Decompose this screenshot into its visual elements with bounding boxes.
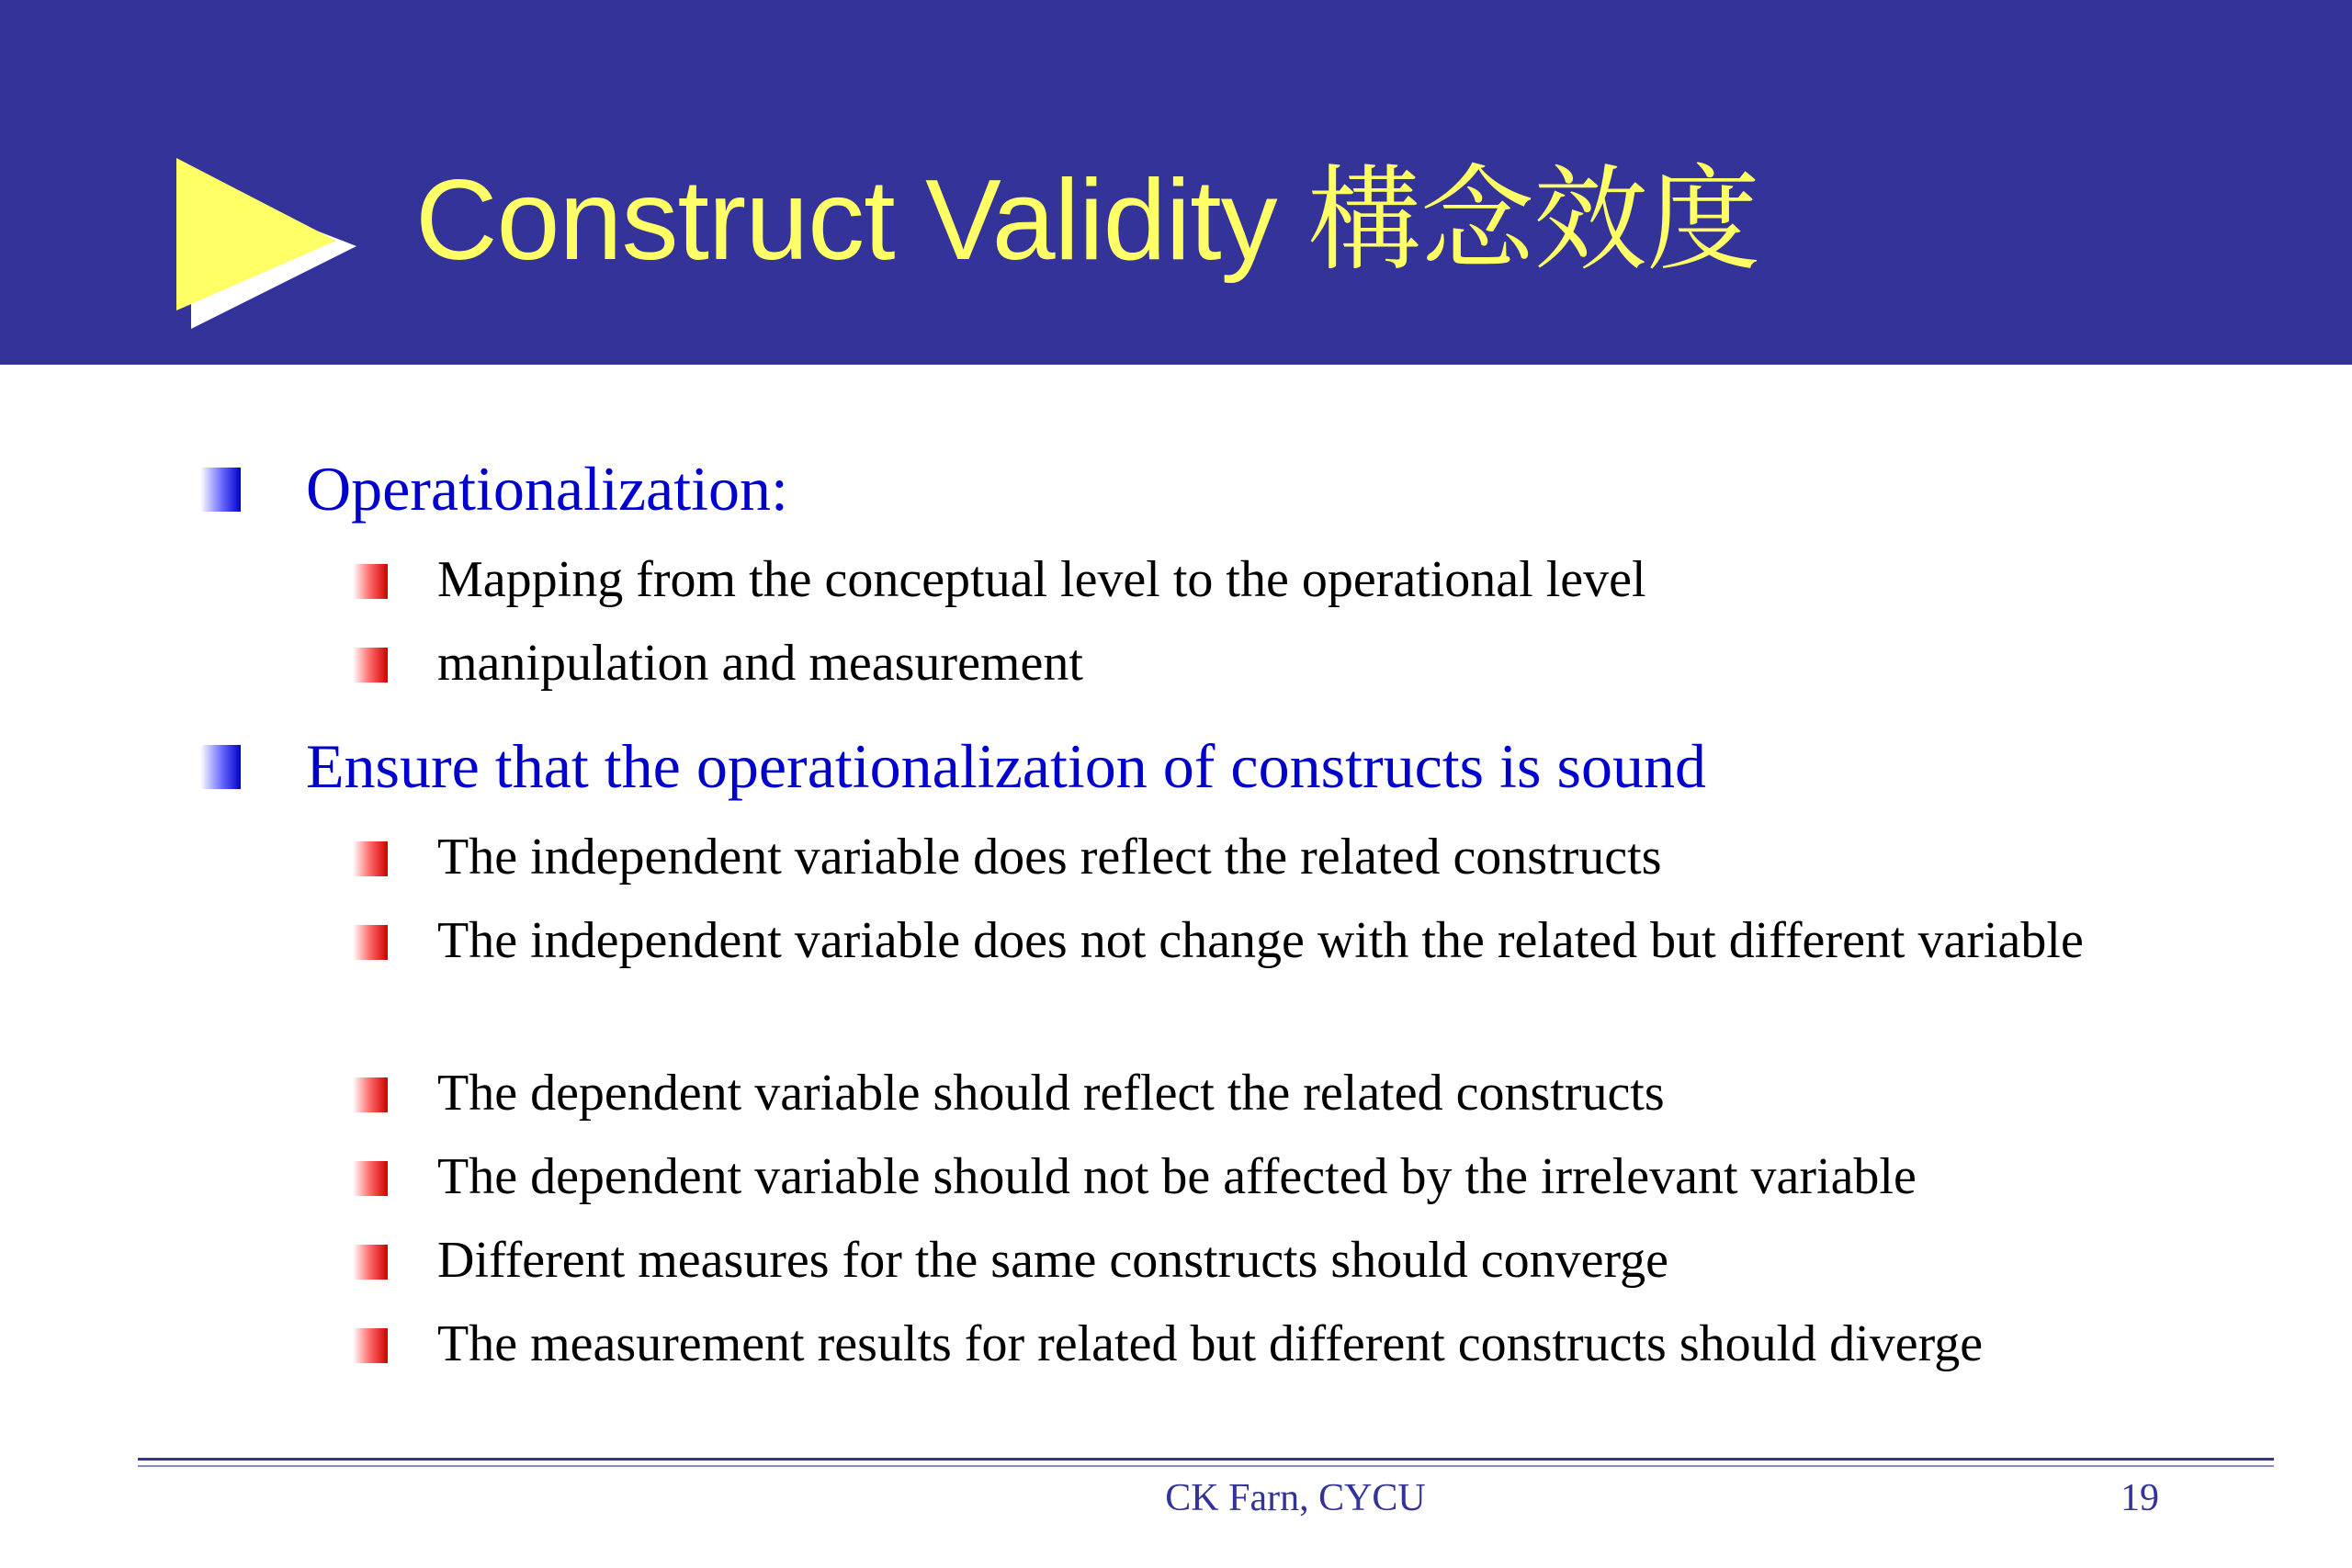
- level2-bullet-icon: [353, 1328, 388, 1363]
- footer-divider-thin: [138, 1465, 2274, 1467]
- level2-bullet-icon: [353, 1245, 388, 1280]
- sub-bullet: manipulation and measurement: [437, 635, 1083, 692]
- title-triangle-icon: [173, 154, 356, 338]
- sub-bullet: The measurement results for related but different constructs should diverge: [437, 1315, 1984, 1372]
- sub-bullet: Mapping from the conceptual level to the operational level: [437, 551, 1646, 608]
- page-number: 19: [2120, 1477, 2159, 1519]
- sub-bullet: The independent variable does reflect the related constructs: [437, 829, 1662, 886]
- footer-author: CK Farn, CYCU: [1165, 1477, 1426, 1519]
- level2-bullet-icon: [353, 1161, 388, 1196]
- sub-bullet: The dependent variable should reflect the related constructs: [437, 1065, 1665, 1122]
- sub-bullet: Different measures for the same constructs should converge: [437, 1232, 1668, 1289]
- footer-divider: [138, 1458, 2274, 1461]
- level1-bullet-icon: [200, 745, 241, 789]
- sub-bullet: The dependent variable should not be affected by the irrelevant variable: [437, 1148, 1917, 1205]
- bullet-ensure-operationalization: Ensure that the operationalization of constructs is sound: [306, 731, 1706, 801]
- level1-bullet-icon: [200, 468, 241, 512]
- slide-title: Construct Validity 構念效度: [415, 157, 1760, 284]
- level2-bullet-icon: [353, 841, 388, 876]
- level2-bullet-icon: [353, 1077, 388, 1112]
- level2-bullet-icon: [353, 564, 388, 599]
- level2-bullet-icon: [353, 648, 388, 682]
- sub-bullet: The independent variable does not change with the related but different variable: [437, 912, 2084, 969]
- bullet-operationalization: Operationalization:: [306, 454, 788, 524]
- level2-bullet-icon: [353, 925, 388, 960]
